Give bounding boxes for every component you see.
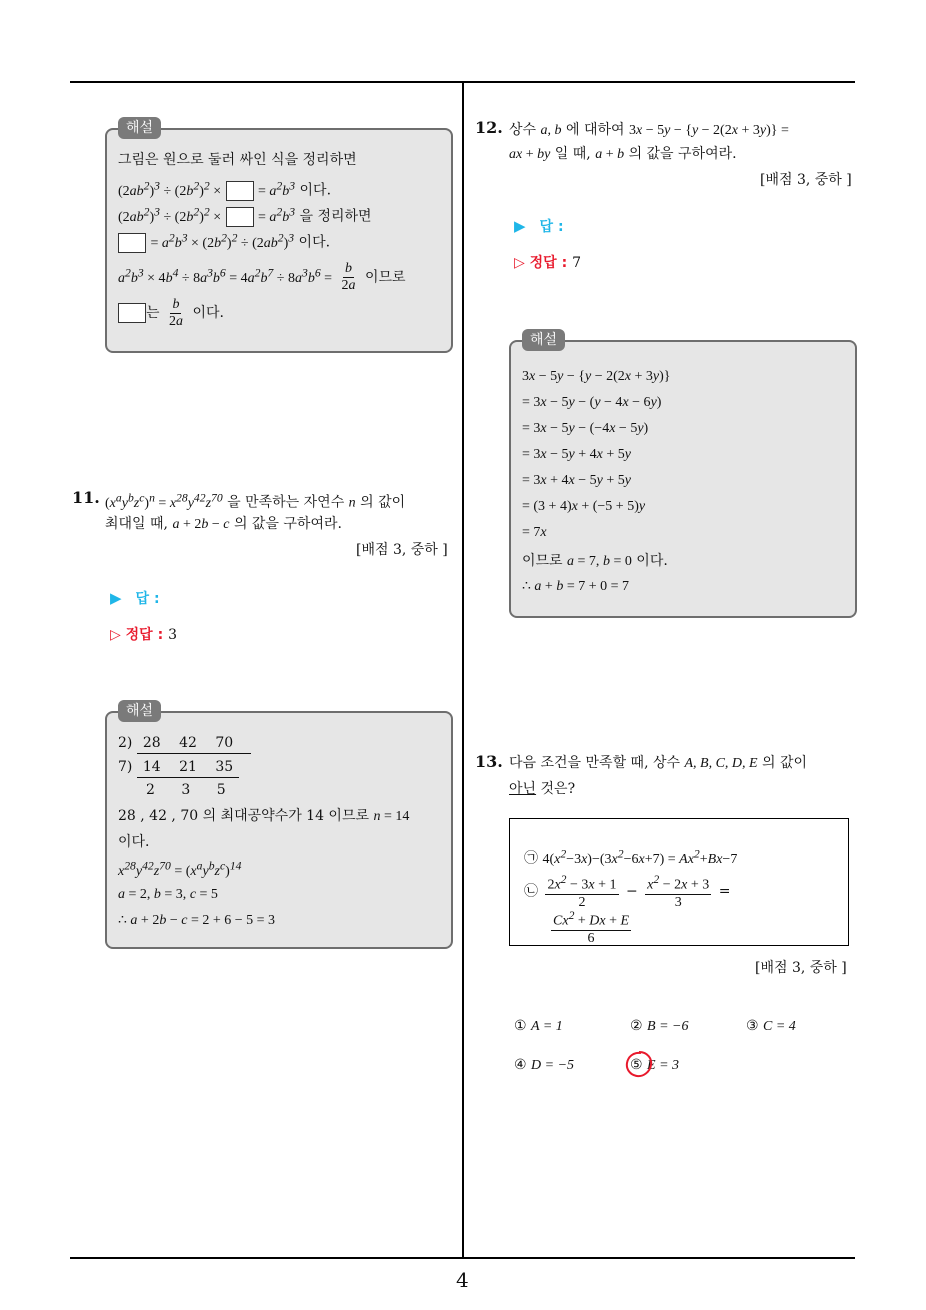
solution-line: = 3x − 5y − (−4x − 5y)	[522, 421, 649, 436]
solution-line: = 3x + 4x − 5y + 5y	[522, 473, 631, 488]
division-row-3: 2 3 5	[146, 782, 226, 798]
division-row-1: 2) 28 42 70	[118, 733, 251, 754]
choice-4[interactable]: ④ D = −5	[514, 1057, 575, 1073]
blank-box	[118, 303, 146, 323]
choice-5[interactable]: ⑤ E = 3	[630, 1057, 680, 1073]
question-13-text: 아닌 것은?	[509, 781, 576, 797]
solution-line: 이다.	[118, 834, 150, 850]
answer-row-q11: ▶ 답 :	[110, 589, 160, 607]
question-number-11: 11.	[72, 488, 100, 507]
play-icon: ▶	[110, 589, 122, 607]
solution-line: = $a^2b^3 \times (2b^2)^2 \div (2ab^2)^3$ 이다.	[118, 228, 330, 254]
question-12-text: ax + by 일 때, a + b 의 값을 구하여라.	[509, 146, 737, 162]
score-q12: [배점 3, 중하 ]	[760, 172, 852, 188]
question-number-13: 13.	[475, 752, 503, 771]
solution-tag: 해설	[118, 117, 161, 139]
solution-line: = 3x − 5y − (y − 4x − 6y)	[522, 395, 662, 410]
solution-line: $(2ab^2)^3 \div (2b^2)^2$ × = $a^2b^3$ 을 정리하면	[118, 205, 372, 225]
blank-box	[226, 181, 254, 201]
selected-answer-circle	[624, 1049, 654, 1079]
solution-line: = 3x − 5y + 4x + 5y	[522, 447, 631, 462]
play-icon: ▶	[514, 217, 526, 235]
question-12-text: 상수 a, b 에 대하여 3x − 5y − {y − 2(2x + 3y)} =	[509, 122, 789, 138]
condition-2: ㉡ $\frac{2x^2 - 3x + 1}{2}$ − $\frac{x^2 - 2x + 3}{3}$ =	[524, 873, 731, 910]
question-number-12: 12.	[475, 118, 503, 137]
question-13-text: 다음 조건을 만족할 때, 상수 A, B, C, D, E 의 값이	[509, 755, 808, 771]
solution-line: 3x − 5y − {y − 2(2x + 3y)}	[522, 369, 671, 384]
score-q11: [배점 3, 중하 ]	[356, 542, 448, 558]
solution-line: $a^2b^3 \times 4b^4 \div 8a^3b^6 = 4a^2b^7 \div 8a^3b^6$ = $\frac{b}{2a}$ 이므로	[118, 261, 406, 294]
correct-row-q11: ▷ 정답 : 3	[110, 627, 177, 643]
solution-tag: 해설	[118, 700, 161, 722]
solution-line: = (3 + 4)x + (−5 + 5)y	[522, 499, 646, 514]
division-row-2: 7) 14 21 35	[118, 757, 239, 778]
condition-1: ㉠ $4(x^2-3x)-(3x^2-6x+7) = Ax^2+Bx-7$	[524, 847, 738, 867]
answer-row-q12: ▶ 답 :	[514, 217, 564, 235]
question-11-text: $(x^ay^bz^c)^n = x^{28}y^{42}z^{70}$ 을 만족하는 자연수 n 의 값이	[105, 491, 406, 511]
column-divider	[462, 82, 464, 1258]
triangle-outline-icon: ▷	[514, 255, 525, 271]
condition-2-rhs: $\frac{Cx^2 + Dx + E}{6}$	[553, 909, 630, 946]
solution-line: ∴ a + 2b − c = 2 + 6 − 5 = 3	[118, 913, 276, 928]
triangle-outline-icon: ▷	[110, 627, 121, 643]
bottom-rule	[70, 1257, 855, 1259]
correct-row-q12: ▷ 정답 : 7	[514, 255, 581, 271]
solution-line: $x^{28}y^{42}z^{70} = (x^ay^bz^c)^{14}$	[118, 859, 242, 879]
solution-tag: 해설	[522, 329, 565, 351]
score-q13: [배점 3, 중하 ]	[755, 960, 847, 976]
blank-box	[118, 233, 146, 253]
blank-box	[226, 207, 254, 227]
choice-3[interactable]: ③ C = 4	[746, 1018, 796, 1034]
solution-line: = 7x	[522, 525, 547, 540]
solution-line: 이므로 a = 7, b = 0 이다.	[522, 553, 668, 569]
solution-line: 28 , 42 , 70 의 최대공약수가 14 이므로 n = 14	[118, 808, 410, 824]
solution-line: a = 2, b = 3, c = 5	[118, 887, 218, 902]
solution-line: $(2ab^2)^3 \div (2b^2)^2$ × = $a^2b^3$ 이다.	[118, 179, 332, 199]
page-number: 4	[456, 1268, 469, 1292]
choice-1[interactable]: ① A = 1	[514, 1018, 563, 1034]
question-11-text: 최대일 때, a + 2b − c 의 값을 구하여라.	[105, 516, 342, 532]
solution-line: ∴ a + b = 7 + 0 = 7	[522, 579, 630, 594]
solution-line: 그림은 원으로 둘러 싸인 식을 정리하면	[118, 152, 357, 168]
choice-2[interactable]: ② B = −6	[630, 1018, 689, 1034]
solution-line: 는 $\frac{b}{2a}$ 이다.	[118, 296, 224, 330]
